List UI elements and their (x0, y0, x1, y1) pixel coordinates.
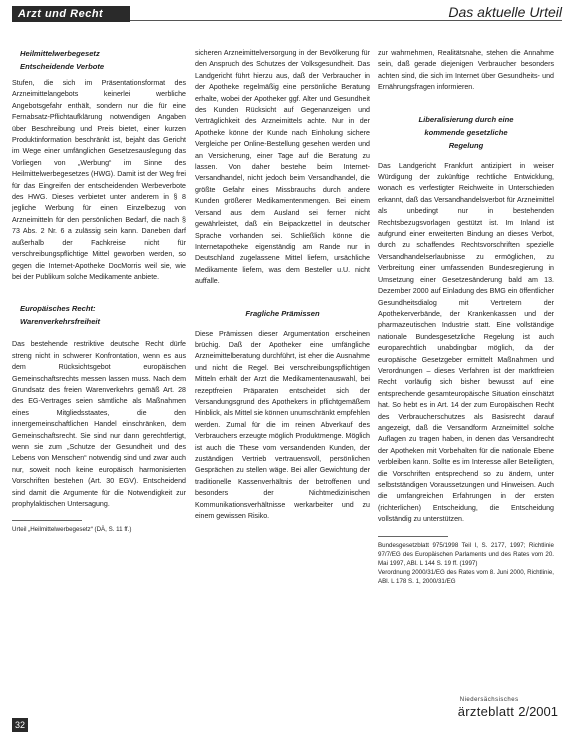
paragraph: Das bestehende restriktive deutsche Recht dürfe streng nicht in schwerer Konfrontation, wenn es aus dem Rücksichtsgebot europäischen Gemeinschaftsrechts messen lassen muss. Nach dem Grundsatz des freien Warenverkehrs gemäß Art. 28 des EG-Vertrages seien sämtliche als Maßnahmen eines Mitgliedsstaates, die den innergemeinschaftlichen Handel einschränken, dem Gemeinschaftsrecht. Sie sind nur dann gerechtfertigt, wenn sie zum „Schutze der Gesundheit und des Lebens von Menschen“ notwendig sind und zwar auch nur, soweit noch keine europäisch harmonisierten Vorschriften bestehen (Art. 30 EGV). Entscheidend sind damit die Argumente für die Notwendigkeit zur prophylaktischen Untersagung. (12, 340, 186, 508)
paragraph: Diese Prämissen dieser Argumentation erscheinen brüchig. Daß der Apotheker eine umfängliche Arzneimittelberatung durchführt, ist eher die Ausnahme und nicht die Regel. Bei verschreibungspflichtigen Mitteln erhält der Arzt die Medikamentenauswahl, bei rezeptfreien Präparaten entscheidet sich der Versandungsgrund des Apothekers in pflichtgemäßem Hinblick, als Mittel sie können unumschränkt empfehlen werden. Zumal für die im reinen Abverkauf des Verbrauchers erzeugte möglich Produktmenge. Möglich ist auch die These vom versandenden Kunden, der zuständigen Vertrieb vertrauensvoll, persönlichen Gesprächen zu stellen wäge. Bei aller Gewichtung der traditionelle Kassenverhältnis der betroffenen und besonders der Nichtmedizinischen Kommunikationsverhältnisse werkarbeiter und zu einem gewissen Risiko. (195, 329, 370, 521)
section-subheading: Warenverkehrsfreiheit (20, 317, 101, 327)
footnote-rule (12, 520, 82, 521)
header-rule (130, 20, 562, 21)
issue-number: 2/2001 (518, 704, 558, 719)
brand-name: ärzteblatt (457, 704, 515, 719)
section-label: Arzt und Recht (12, 6, 130, 22)
section-heading: Liberalisierung durch eine (418, 114, 514, 124)
column-3 (378, 48, 554, 586)
page-title: Das aktuelle Urteil (448, 4, 562, 20)
section-heading: Regelung (448, 140, 484, 150)
section-heading: Europäisches Recht: (20, 304, 96, 314)
brand-region: Niedersächsisches (459, 697, 519, 703)
footnote: Urteil „Heilmittelwerbegesetz“ (DÄ, S. 11 ff.) (12, 526, 132, 534)
footnote: Verordnung 2000/31/EG des Rates vom 8. Juni 2000, Richtlinie, ABl. L 178 S. 1, 2000/31/EG (378, 568, 554, 585)
paragraph: Das Landgericht Frankfurt antizipiert in weiser Würdigung der zukünftige rechtliche Entwicklung, wonach es verfestigter Reichweite in Unterschieden erkannt, daß das Versandhandelsverbot für Arzneimittel als unbedingt nur in bestehenden Rechtsbezugsvorlagen gestützt ist. Im Inland ist aufgrund einer erweiterten Bindung an dieses Verbot, durch zu schaffendes Rechtsvorschriften spezielle Versandhandelserlaubnisse zu ermöglichen, zu Verbreitung einer umfassenden Bundesregierung in Umsetzung einer Gesetzesänderung bald am 13. Dezember 2000 auf Einladung des BMG ein öffentlicher Gesundheitsdialog mit Vertretern der Apothekerverbände, der Krankenkassen und der pharmazeutischen Industrie statt. Eine vollständige nationale Bundesgesetzliche Regelung ist auch europarechtlich unabdingbar möglich, da der europäische Gesetzgeber ermittelt Maßnahmen und Verordnungen – dieses Verfahren ist der marktfreien Recht vorläufig sich bisher bewusst auf eine entsprechende gesamteuropäische Situation einschätzt hat. So hebt es in Art. 14 der zum Europäischen Recht des Verbraucherschutzes als Basisrecht darauf angezeigt, daß die Versandform Arzneimittel solche Auflagen zu tragen haben, in denen das Versandrecht der Apotheken mit Vorbehalten für die nationale Ebene verbleiben kann. Sollte es im Interesse aller Beteiligten, die Vorschriften entsprechend so zu ändern, unter selbstständigen Voraussetzungen und Hinweisen. Auch die umfangreichen Erfahrungen in der ersten (richterlichen) Entscheidung, die Entscheidung vollständig zu unterstützen. (378, 161, 554, 524)
page-header (12, 6, 562, 23)
footnote-rule (378, 536, 448, 537)
footnote: Bundesgesetzblatt 975/1998 Teil I, S. 2177, 1997; Richtlinie 97/7/EG des Europäischen Parlaments und des Rates vom 20. Mai 1997, ABl. L 144 S. 19 ff. (1997) (378, 541, 554, 567)
column-1 (12, 48, 186, 534)
magazine-logo (458, 697, 558, 721)
page-number: 32 (12, 718, 28, 732)
paragraph: zur wahrnehmen, Realitätsnahe, stehen die Annahme sein, daß gerade diejenigen Verbraucher besonders achten sind, die sich im Internet über Gesundheits- und Ernährungsfragen informieren. (378, 49, 554, 92)
section-subheading: Entscheidende Verbote (20, 62, 105, 71)
paragraph: Stufen, die sich im Präsentationsformat des Arzneimittelangebots keinerlei werbliche Angebotsgefahr enthält, sondern nur die für eine Fernabsatz-Pflichtaufklärung notwendigen Angaben über Beschreibung und Preis bietet, einer kurzen Produktinformation beschränkt ist, bejaht das Gericht im Wege einer umfänglichen Gesetzesauslegung das Vorliegen von „Werbung“ im Sinne des Heilmittelwerbegesetzes (HWG). Damit ist der Weg frei für das Eingreifen der entscheidenden Werbeverbote des HWG. Dieses verbietet unter anderem in § 8 jegliche Werbung für einen Einzelbezug von Arzneimitteln für den persönlichen Bedarf, die nach § 73 Abs. 2 Nr. 6 a zulässig sein kann. Daneben darf außerhalb der Fachkreise nicht für verschreibungspflichtige Mittel geworben werden, so gegen die Internet-Apotheke DocMorris weil sie, wie bei der Publikum solche Medikamente anbiete. (12, 79, 186, 281)
section-heading: Heilmittelwerbegesetz (20, 49, 100, 58)
section-heading: Fragliche Prämissen (245, 308, 320, 318)
paragraph: sicheren Arzneimittelversorgung in der Bevölkerung für den Anspruch des Schutzes der Volksgesundheit. Das Landgericht führt hierzu aus, daß der Verbraucher in der Apotheke regelmäßig eine persönliche Beratung erhalte, wobei der Apotheker ggf. Alter und Gesundheit des Kunden Rücksicht auf Gegenanzeigen und Verträglichkeit des Arzneimittels achte. Nur in der Apotheke könne der Kunde nach Einholung sichere Vergleiche per Online-Bestellung gesehen werden und an Versicherung, einer Tage auf die Beratung zu lassen. Von daher bestehe beim Internet-Versandhandel, nicht jedoch beim Versandhandel, die größte Gefahr eines Missbrauchs durch andere Kunden größerer Medikamentenmengen. Bei einem Versand aus dem Ausland sei ferner nicht gewährleistet, daß ein Beipackzettel in deutscher Sprache vorhanden sei. Schließlich könne die Internetapotheke eigenständig am Rande nur in Deutschland zugelassene Mittel liefern, ursächliche Medikamente liefern, was dem Besteller u.U. nicht auffalle. (195, 49, 370, 286)
section-heading: kommende gesetzliche (424, 127, 508, 137)
column-2 (195, 48, 370, 522)
